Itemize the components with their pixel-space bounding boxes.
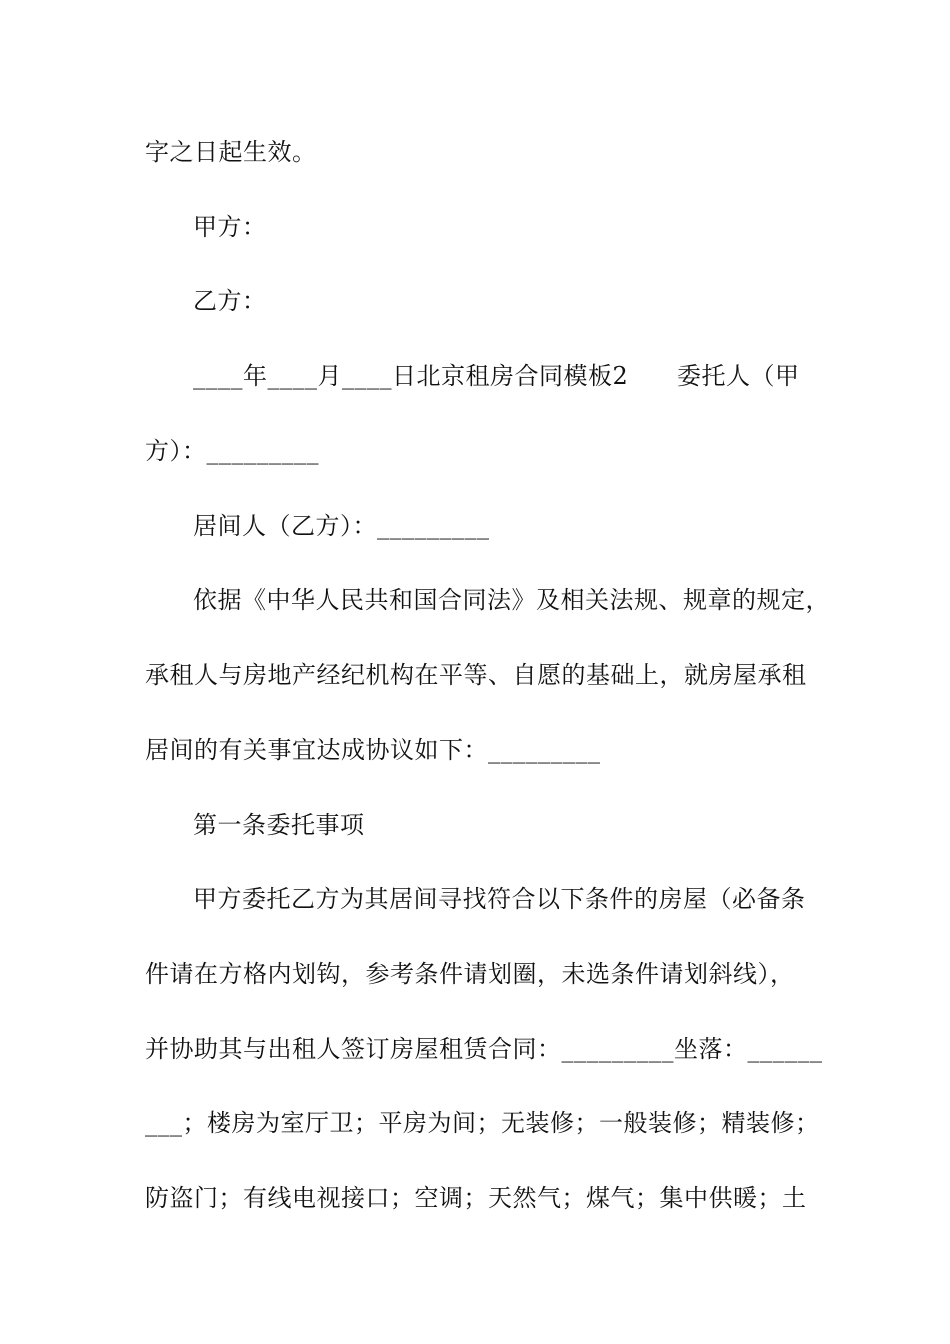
text-line: 方）：_________ bbox=[145, 437, 319, 465]
date-and-title-line: ____年____月____日北京租房合同模板2 委托人（甲 bbox=[193, 362, 800, 390]
text-line: 字之日起生效。 bbox=[145, 138, 317, 166]
paragraph-line: ___；楼房为室厅卫；平房为间；无装修；一般装修；精装修； bbox=[145, 1109, 820, 1137]
paragraph-line: 依据《中华人民共和国合同法》及相关法规、规章的规定， bbox=[193, 586, 830, 614]
party-a-signature-line: 甲方： bbox=[193, 213, 267, 241]
article-heading: 第一条委托事项 bbox=[193, 811, 365, 839]
paragraph-line: 承租人与房地产经纪机构在平等、自愿的基础上，就房屋承租 bbox=[145, 661, 807, 689]
paragraph-line: 居间的有关事宜达成协议如下：_________ bbox=[145, 736, 601, 764]
intermediary-line: 居间人（乙方）：_________ bbox=[193, 512, 490, 540]
paragraph-line: 件请在方格内划钩，参考条件请划圈，未选条件请划斜线）， bbox=[145, 960, 795, 988]
paragraph-line: 并协助其与出租人签订房屋租赁合同：_________坐落：______ bbox=[145, 1035, 823, 1063]
paragraph-line: 甲方委托乙方为其居间寻找符合以下条件的房屋（必备条 bbox=[193, 885, 806, 913]
party-b-signature-line: 乙方： bbox=[193, 287, 267, 315]
paragraph-line: 防盗门；有线电视接口；空调；天然气；煤气；集中供暖；土 bbox=[145, 1184, 807, 1212]
